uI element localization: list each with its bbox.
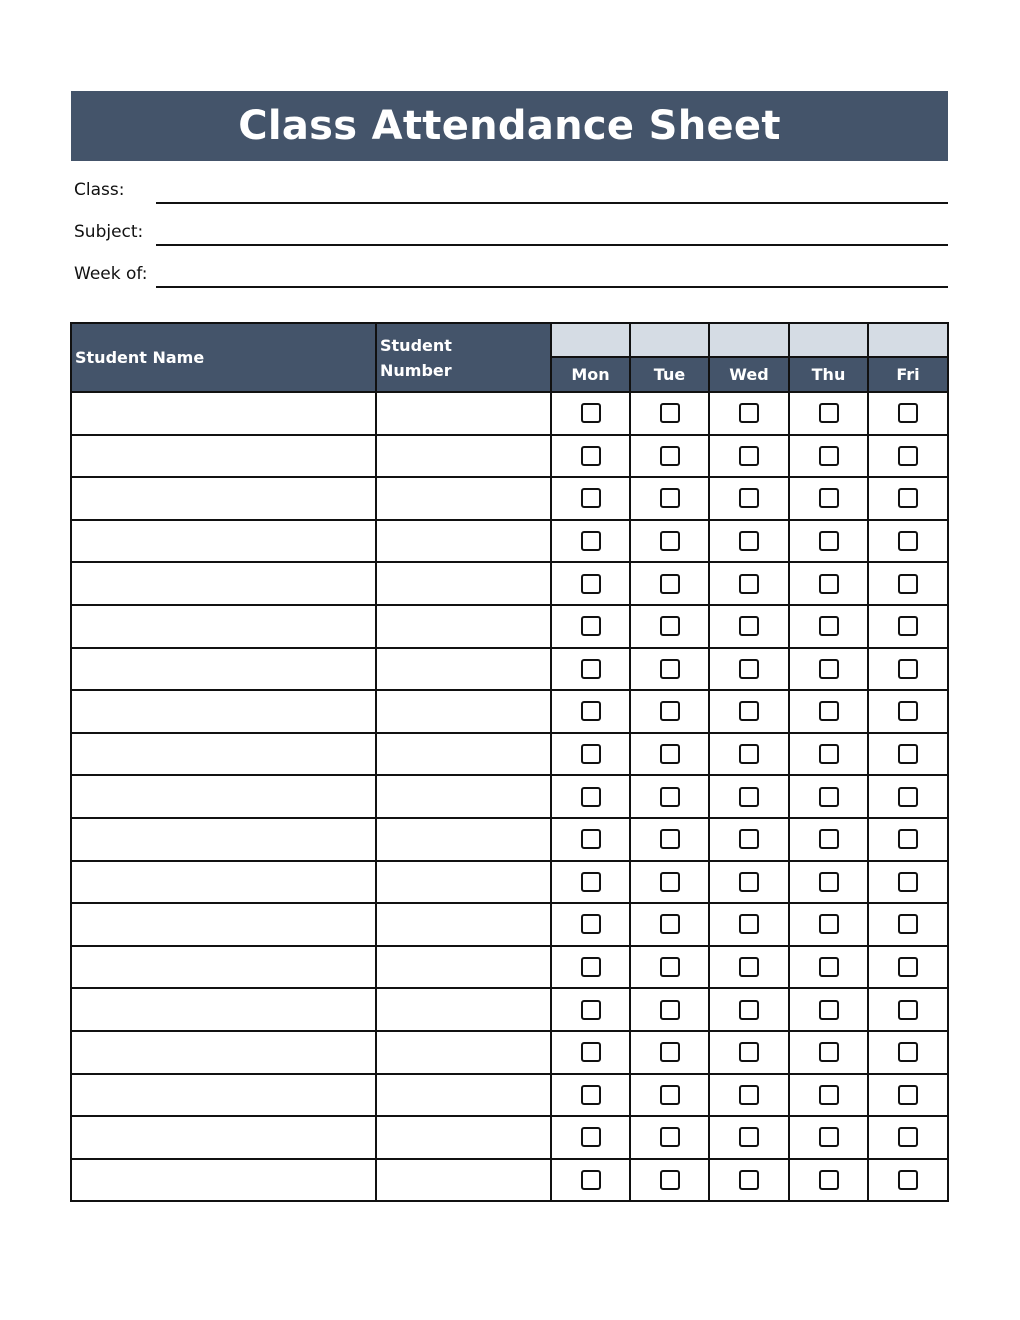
attendance-checkbox-mon[interactable] [581, 957, 601, 977]
attendance-checkbox-fri[interactable] [898, 446, 918, 466]
attendance-checkbox-thu[interactable] [819, 701, 839, 721]
attendance-cell-mon [551, 1116, 630, 1159]
table-row [71, 690, 948, 733]
attendance-cell-wed [709, 775, 789, 818]
attendance-cell-mon [551, 392, 630, 435]
attendance-checkbox-mon[interactable] [581, 574, 601, 594]
attendance-checkbox-thu[interactable] [819, 744, 839, 764]
day-header-mon: Mon [551, 357, 630, 392]
student-number-cell[interactable] [376, 435, 551, 478]
attendance-cell-tue [630, 520, 709, 563]
student-name-cell[interactable] [71, 392, 376, 435]
attendance-checkbox-thu[interactable] [819, 1085, 839, 1105]
subject-field-label: Subject: [74, 222, 144, 242]
day-header-fri: Fri [868, 357, 948, 392]
attendance-checkbox-tue[interactable] [660, 446, 680, 466]
attendance-checkbox-thu[interactable] [819, 1042, 839, 1062]
student-number-cell[interactable] [376, 648, 551, 691]
attendance-checkbox-fri[interactable] [898, 616, 918, 636]
subject-field [74, 216, 948, 246]
attendance-checkbox-mon[interactable] [581, 446, 601, 466]
table-row [71, 1159, 948, 1202]
student-number-header-line1: Student [380, 335, 452, 355]
student-number-cell[interactable] [376, 392, 551, 435]
table-row [71, 861, 948, 904]
attendance-checkbox-thu[interactable] [819, 574, 839, 594]
table-row [71, 903, 948, 946]
week-of-field-label: Week of: [74, 264, 148, 284]
student-name-cell[interactable] [71, 562, 376, 605]
student-number-cell[interactable] [376, 775, 551, 818]
attendance-checkbox-tue[interactable] [660, 1000, 680, 1020]
class-field-label: Class: [74, 180, 125, 200]
attendance-checkbox-wed[interactable] [739, 616, 759, 636]
attendance-checkbox-tue[interactable] [660, 488, 680, 508]
attendance-checkbox-tue[interactable] [660, 957, 680, 977]
week-of-field [74, 258, 948, 288]
header-row-top [71, 323, 948, 357]
attendance-checkbox-mon[interactable] [581, 659, 601, 679]
attendance-cell-tue [630, 733, 709, 776]
attendance-checkbox-wed[interactable] [739, 574, 759, 594]
attendance-checkbox-mon[interactable] [581, 403, 601, 423]
attendance-cell-mon [551, 988, 630, 1031]
student-number-cell[interactable] [376, 562, 551, 605]
attendance-checkbox-fri[interactable] [898, 403, 918, 423]
attendance-checkbox-thu[interactable] [819, 616, 839, 636]
student-number-cell[interactable] [376, 1031, 551, 1074]
attendance-checkbox-thu[interactable] [819, 659, 839, 679]
table-row [71, 648, 948, 691]
attendance-checkbox-tue[interactable] [660, 1042, 680, 1062]
attendance-cell-mon [551, 733, 630, 776]
attendance-cell-tue [630, 562, 709, 605]
attendance-checkbox-fri[interactable] [898, 1170, 918, 1190]
table-row [71, 818, 948, 861]
date-cell-tue[interactable] [630, 323, 709, 357]
attendance-checkbox-wed[interactable] [739, 1042, 759, 1062]
student-name-cell[interactable] [71, 1116, 376, 1159]
student-name-cell[interactable] [71, 733, 376, 776]
attendance-cell-tue [630, 1031, 709, 1074]
date-cell-wed[interactable] [709, 323, 789, 357]
attendance-table-body [71, 392, 948, 1201]
date-cell-fri[interactable] [868, 323, 948, 357]
attendance-checkbox-wed[interactable] [739, 659, 759, 679]
attendance-checkbox-tue[interactable] [660, 1085, 680, 1105]
attendance-checkbox-thu[interactable] [819, 787, 839, 807]
attendance-cell-thu [789, 733, 868, 776]
attendance-cell-wed [709, 562, 789, 605]
attendance-checkbox-mon[interactable] [581, 872, 601, 892]
table-row [71, 733, 948, 776]
subject-field-line[interactable] [156, 244, 948, 246]
attendance-cell-thu [789, 648, 868, 691]
attendance-checkbox-tue[interactable] [660, 744, 680, 764]
attendance-checkbox-thu[interactable] [819, 403, 839, 423]
attendance-checkbox-tue[interactable] [660, 616, 680, 636]
attendance-cell-fri [868, 818, 948, 861]
student-name-cell[interactable] [71, 861, 376, 904]
attendance-cell-mon [551, 435, 630, 478]
attendance-cell-mon [551, 520, 630, 563]
student-number-cell[interactable] [376, 988, 551, 1031]
student-name-cell[interactable] [71, 1074, 376, 1117]
attendance-checkbox-thu[interactable] [819, 1127, 839, 1147]
table-row [71, 435, 948, 478]
attendance-cell-fri [868, 903, 948, 946]
student-number-cell[interactable] [376, 903, 551, 946]
attendance-checkbox-wed[interactable] [739, 744, 759, 764]
attendance-checkbox-mon[interactable] [581, 1085, 601, 1105]
attendance-cell-thu [789, 1074, 868, 1117]
attendance-cell-thu [789, 690, 868, 733]
attendance-checkbox-thu[interactable] [819, 531, 839, 551]
attendance-cell-tue [630, 1116, 709, 1159]
table-row [71, 988, 948, 1031]
student-number-cell[interactable] [376, 1116, 551, 1159]
day-header-tue: Tue [630, 357, 709, 392]
attendance-checkbox-thu[interactable] [819, 1000, 839, 1020]
attendance-cell-fri [868, 1116, 948, 1159]
attendance-cell-fri [868, 392, 948, 435]
attendance-checkbox-fri[interactable] [898, 701, 918, 721]
attendance-checkbox-wed[interactable] [739, 957, 759, 977]
attendance-cell-wed [709, 861, 789, 904]
student-number-cell[interactable] [376, 520, 551, 563]
attendance-checkbox-mon[interactable] [581, 616, 601, 636]
table-row [71, 520, 948, 563]
attendance-checkbox-fri[interactable] [898, 829, 918, 849]
class-field [74, 174, 948, 204]
attendance-checkbox-thu[interactable] [819, 1170, 839, 1190]
table-row [71, 946, 948, 989]
attendance-cell-thu [789, 562, 868, 605]
attendance-cell-mon [551, 775, 630, 818]
attendance-cell-fri [868, 605, 948, 648]
attendance-checkbox-mon[interactable] [581, 829, 601, 849]
attendance-cell-thu [789, 435, 868, 478]
attendance-checkbox-mon[interactable] [581, 1170, 601, 1190]
date-cell-thu[interactable] [789, 323, 868, 357]
attendance-checkbox-mon[interactable] [581, 787, 601, 807]
attendance-checkbox-wed[interactable] [739, 1000, 759, 1020]
attendance-cell-fri [868, 648, 948, 691]
attendance-cell-wed [709, 1159, 789, 1202]
attendance-checkbox-wed[interactable] [739, 787, 759, 807]
attendance-cell-tue [630, 477, 709, 520]
attendance-checkbox-mon[interactable] [581, 914, 601, 934]
table-row [71, 477, 948, 520]
attendance-cell-fri [868, 1031, 948, 1074]
attendance-checkbox-thu[interactable] [819, 957, 839, 977]
attendance-cell-thu [789, 1031, 868, 1074]
student-name-cell[interactable] [71, 435, 376, 478]
date-cell-mon[interactable] [551, 323, 630, 357]
attendance-cell-tue [630, 690, 709, 733]
student-name-cell[interactable] [71, 903, 376, 946]
student-number-header-line2: Number [380, 360, 452, 380]
attendance-checkbox-wed[interactable] [739, 446, 759, 466]
attendance-checkbox-tue[interactable] [660, 787, 680, 807]
attendance-checkbox-thu[interactable] [819, 446, 839, 466]
attendance-checkbox-thu[interactable] [819, 914, 839, 934]
student-name-cell[interactable] [71, 605, 376, 648]
attendance-cell-fri [868, 861, 948, 904]
table-row [71, 1074, 948, 1117]
attendance-cell-mon [551, 1031, 630, 1074]
attendance-cell-wed [709, 1031, 789, 1074]
attendance-cell-fri [868, 775, 948, 818]
attendance-checkbox-wed[interactable] [739, 872, 759, 892]
student-name-cell[interactable] [71, 1159, 376, 1202]
table-row [71, 1116, 948, 1159]
attendance-cell-tue [630, 1159, 709, 1202]
attendance-checkbox-fri[interactable] [898, 574, 918, 594]
page-title: Class Attendance Sheet [238, 103, 781, 149]
attendance-cell-tue [630, 1074, 709, 1117]
title-banner [71, 91, 948, 161]
attendance-checkbox-fri[interactable] [898, 744, 918, 764]
attendance-cell-wed [709, 477, 789, 520]
table-row [71, 605, 948, 648]
attendance-cell-tue [630, 435, 709, 478]
student-name-cell[interactable] [71, 775, 376, 818]
attendance-cell-wed [709, 392, 789, 435]
attendance-cell-fri [868, 946, 948, 989]
attendance-cell-tue [630, 392, 709, 435]
attendance-cell-mon [551, 1159, 630, 1202]
attendance-checkbox-mon[interactable] [581, 488, 601, 508]
attendance-checkbox-thu[interactable] [819, 872, 839, 892]
attendance-cell-thu [789, 392, 868, 435]
attendance-checkbox-fri[interactable] [898, 787, 918, 807]
attendance-cell-thu [789, 988, 868, 1031]
attendance-checkbox-fri[interactable] [898, 1127, 918, 1147]
attendance-checkbox-thu[interactable] [819, 488, 839, 508]
table-row [71, 392, 948, 435]
attendance-cell-tue [630, 818, 709, 861]
attendance-cell-wed [709, 1074, 789, 1117]
attendance-cell-wed [709, 520, 789, 563]
attendance-cell-fri [868, 1159, 948, 1202]
attendance-checkbox-fri[interactable] [898, 957, 918, 977]
attendance-checkbox-wed[interactable] [739, 403, 759, 423]
class-field-line[interactable] [156, 202, 948, 204]
attendance-checkbox-tue[interactable] [660, 574, 680, 594]
attendance-checkbox-mon[interactable] [581, 531, 601, 551]
attendance-checkbox-wed[interactable] [739, 488, 759, 508]
table-row [71, 562, 948, 605]
attendance-cell-thu [789, 903, 868, 946]
student-name-header [71, 323, 376, 392]
student-name-cell[interactable] [71, 520, 376, 563]
attendance-checkbox-mon[interactable] [581, 701, 601, 721]
attendance-cell-thu [789, 605, 868, 648]
attendance-checkbox-wed[interactable] [739, 531, 759, 551]
attendance-cell-fri [868, 562, 948, 605]
attendance-table [70, 322, 949, 1202]
attendance-checkbox-mon[interactable] [581, 1000, 601, 1020]
attendance-cell-thu [789, 946, 868, 989]
attendance-checkbox-tue[interactable] [660, 659, 680, 679]
attendance-cell-thu [789, 1116, 868, 1159]
attendance-cell-mon [551, 690, 630, 733]
attendance-checkbox-tue[interactable] [660, 1170, 680, 1190]
student-name-header-label: Student Name [75, 348, 205, 367]
student-name-cell[interactable] [71, 946, 376, 989]
student-name-cell[interactable] [71, 1031, 376, 1074]
attendance-checkbox-tue[interactable] [660, 403, 680, 423]
attendance-cell-thu [789, 1159, 868, 1202]
attendance-checkbox-tue[interactable] [660, 829, 680, 849]
student-number-header [376, 323, 551, 392]
attendance-checkbox-wed[interactable] [739, 1127, 759, 1147]
student-name-cell[interactable] [71, 648, 376, 691]
student-number-cell[interactable] [376, 861, 551, 904]
student-name-cell[interactable] [71, 988, 376, 1031]
attendance-cell-wed [709, 648, 789, 691]
attendance-checkbox-mon[interactable] [581, 1127, 601, 1147]
attendance-cell-wed [709, 946, 789, 989]
attendance-checkbox-wed[interactable] [739, 1170, 759, 1190]
attendance-cell-tue [630, 605, 709, 648]
student-number-cell[interactable] [376, 1159, 551, 1202]
attendance-checkbox-fri[interactable] [898, 531, 918, 551]
attendance-cell-tue [630, 903, 709, 946]
day-header-wed: Wed [709, 357, 789, 392]
attendance-cell-tue [630, 988, 709, 1031]
week-of-field-line[interactable] [156, 286, 948, 288]
attendance-cell-wed [709, 605, 789, 648]
attendance-cell-mon [551, 562, 630, 605]
student-number-cell[interactable] [376, 690, 551, 733]
attendance-checkbox-fri[interactable] [898, 659, 918, 679]
attendance-checkbox-tue[interactable] [660, 1127, 680, 1147]
attendance-cell-fri [868, 733, 948, 776]
attendance-checkbox-fri[interactable] [898, 914, 918, 934]
attendance-cell-wed [709, 818, 789, 861]
attendance-checkbox-tue[interactable] [660, 914, 680, 934]
attendance-cell-wed [709, 435, 789, 478]
attendance-cell-fri [868, 520, 948, 563]
table-row [71, 775, 948, 818]
table-row [71, 1031, 948, 1074]
attendance-cell-fri [868, 690, 948, 733]
attendance-cell-fri [868, 1074, 948, 1117]
attendance-cell-mon [551, 605, 630, 648]
attendance-checkbox-fri[interactable] [898, 872, 918, 892]
attendance-cell-thu [789, 818, 868, 861]
attendance-cell-fri [868, 988, 948, 1031]
student-number-cell[interactable] [376, 605, 551, 648]
attendance-cell-fri [868, 435, 948, 478]
attendance-cell-tue [630, 946, 709, 989]
attendance-cell-thu [789, 520, 868, 563]
attendance-cell-mon [551, 477, 630, 520]
attendance-cell-thu [789, 477, 868, 520]
attendance-checkbox-tue[interactable] [660, 531, 680, 551]
attendance-checkbox-wed[interactable] [739, 1085, 759, 1105]
student-number-cell[interactable] [376, 818, 551, 861]
attendance-checkbox-fri[interactable] [898, 1042, 918, 1062]
attendance-checkbox-tue[interactable] [660, 701, 680, 721]
attendance-cell-thu [789, 861, 868, 904]
day-header-thu: Thu [789, 357, 868, 392]
attendance-cell-wed [709, 1116, 789, 1159]
attendance-checkbox-fri[interactable] [898, 1000, 918, 1020]
attendance-checkbox-fri[interactable] [898, 1085, 918, 1105]
attendance-cell-tue [630, 775, 709, 818]
student-number-cell[interactable] [376, 1074, 551, 1117]
attendance-checkbox-wed[interactable] [739, 701, 759, 721]
student-name-cell[interactable] [71, 818, 376, 861]
attendance-checkbox-mon[interactable] [581, 1042, 601, 1062]
attendance-cell-mon [551, 648, 630, 691]
student-number-cell[interactable] [376, 733, 551, 776]
attendance-cell-mon [551, 1074, 630, 1117]
attendance-cell-thu [789, 775, 868, 818]
attendance-checkbox-thu[interactable] [819, 829, 839, 849]
attendance-checkbox-wed[interactable] [739, 829, 759, 849]
attendance-checkbox-fri[interactable] [898, 488, 918, 508]
attendance-checkbox-tue[interactable] [660, 872, 680, 892]
attendance-cell-wed [709, 988, 789, 1031]
attendance-cell-wed [709, 903, 789, 946]
attendance-cell-tue [630, 648, 709, 691]
attendance-checkbox-mon[interactable] [581, 744, 601, 764]
student-number-cell[interactable] [376, 946, 551, 989]
attendance-cell-wed [709, 690, 789, 733]
attendance-cell-fri [868, 477, 948, 520]
attendance-cell-mon [551, 861, 630, 904]
attendance-cell-wed [709, 733, 789, 776]
student-name-cell[interactable] [71, 477, 376, 520]
attendance-cell-mon [551, 903, 630, 946]
attendance-checkbox-wed[interactable] [739, 914, 759, 934]
attendance-cell-mon [551, 818, 630, 861]
attendance-cell-tue [630, 861, 709, 904]
student-number-cell[interactable] [376, 477, 551, 520]
attendance-cell-mon [551, 946, 630, 989]
student-name-cell[interactable] [71, 690, 376, 733]
